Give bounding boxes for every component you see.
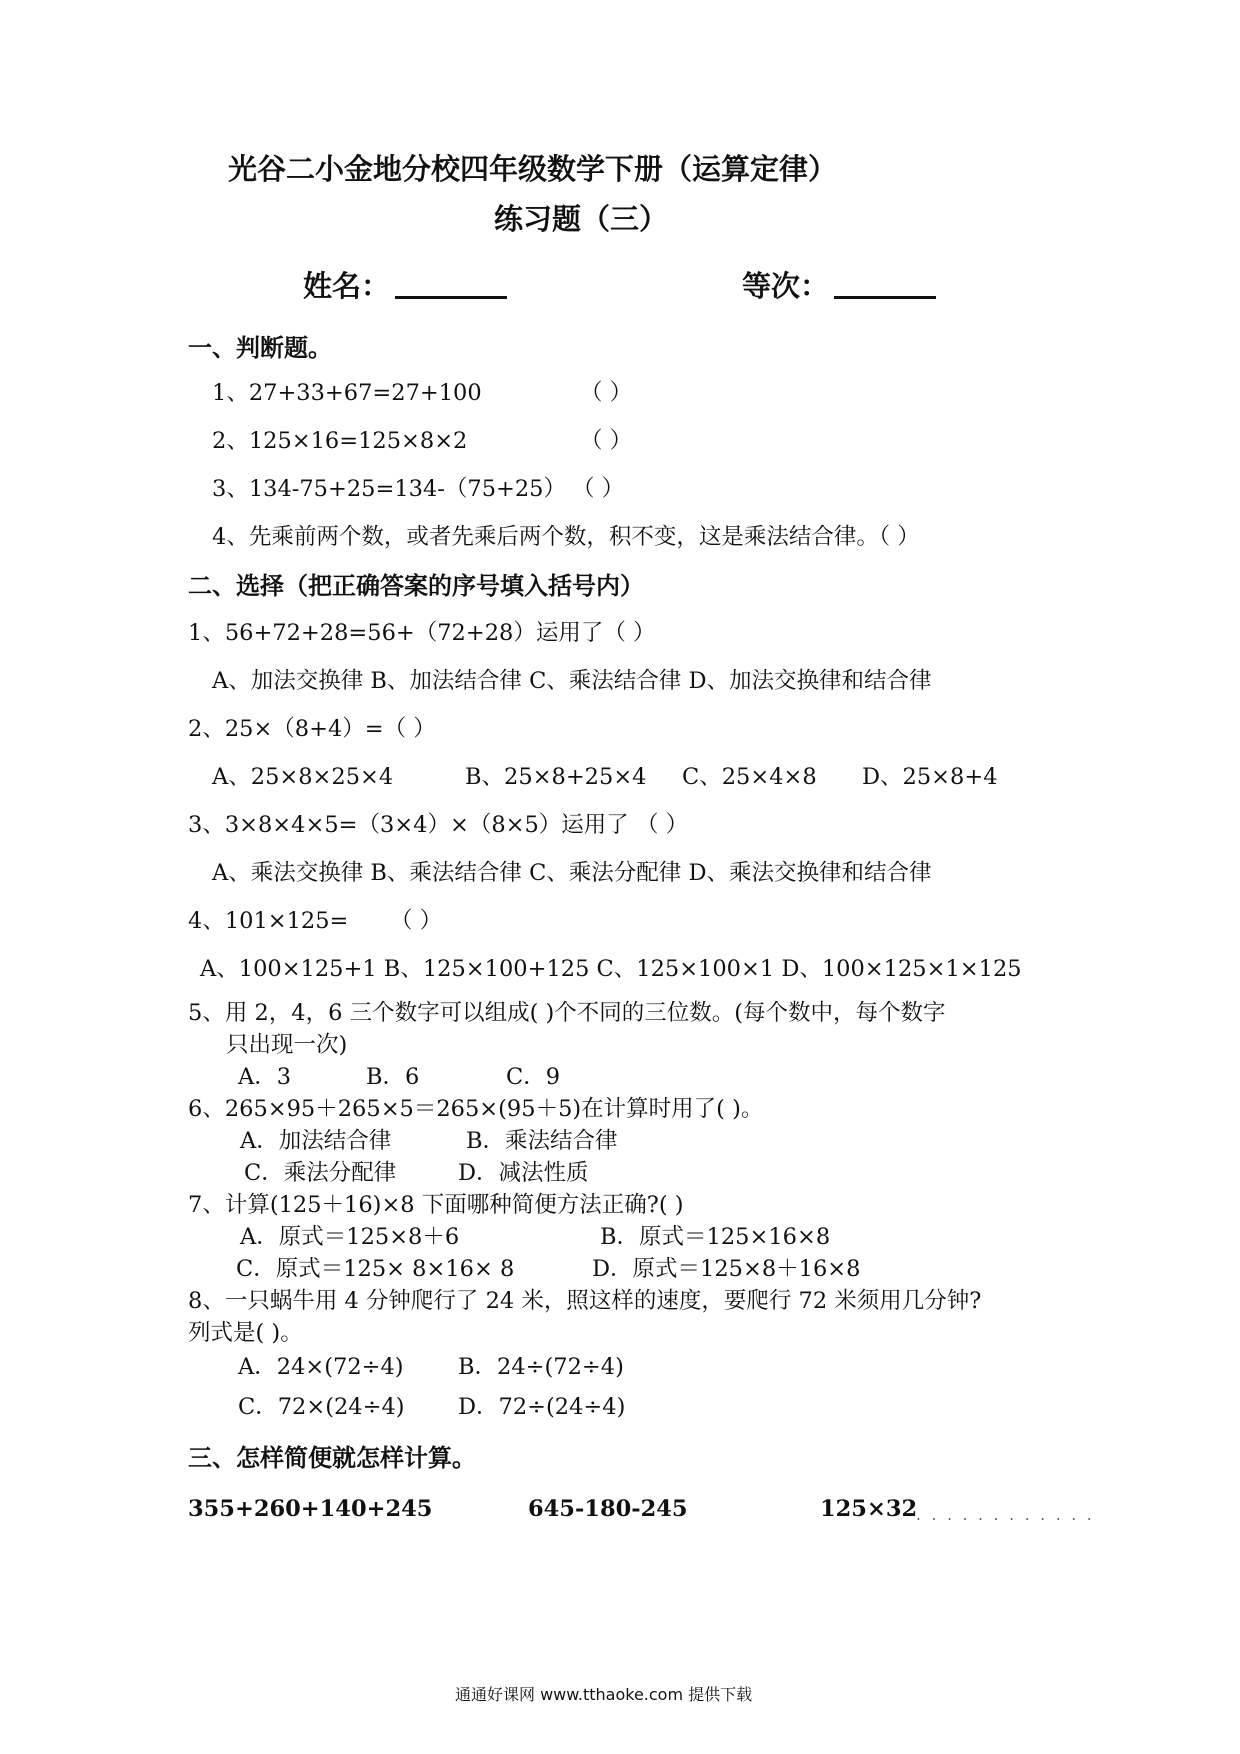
choice-option-7d: D．原式＝125×8＋16×8 xyxy=(592,1256,861,1282)
name-blank-line[interactable] xyxy=(395,296,507,299)
choice-question-6: 6、265×95＋265×5＝265×(95＋5)在计算时用了( )。 xyxy=(188,1096,764,1122)
choice-option-7b: B．原式＝125×16×8 xyxy=(600,1224,831,1250)
choice-option-6c: C．乘法分配律 xyxy=(244,1160,397,1186)
calc-problem-2: 645-180-245 xyxy=(528,1496,688,1522)
choice-option-2d: D、25×8+4 xyxy=(862,764,998,790)
choice-option-6b: B．乘法结合律 xyxy=(466,1128,618,1154)
choice-question-2: 2、25×（8+4）=（ ） xyxy=(188,716,436,742)
judge-item-3: 3、134-75+25=134-（75+25） xyxy=(212,476,566,502)
choice-question-4: 4、101×125= xyxy=(188,908,349,934)
calc-problem-3: 125×32 xyxy=(820,1496,918,1522)
name-label: 姓名： xyxy=(303,269,391,303)
choice-option-7c: C．原式＝125× 8×16× 8 xyxy=(236,1256,515,1282)
choice-option-8b: B．24÷(72÷4) xyxy=(458,1354,624,1380)
choice-option-6d: D．减法性质 xyxy=(458,1160,589,1186)
choice-option-5c: C．9 xyxy=(506,1064,561,1090)
choice-option-8d: D．72÷(24÷4) xyxy=(458,1394,626,1420)
calc-problem-1: 355+260+140+245 xyxy=(188,1496,433,1522)
choice-option-7a: A．原式＝125×8＋6 xyxy=(240,1224,460,1250)
judge-item-2: 2、125×16=125×8×2 xyxy=(212,428,468,454)
section-3-heading: 三、怎样简便就怎样计算。 xyxy=(188,1443,476,1472)
choice-question-8-continued: 列式是( )。 xyxy=(188,1320,303,1346)
judge-answer-paren-2[interactable]: （ ） xyxy=(580,428,633,454)
choice-option-8a: A．24×(72÷4) xyxy=(238,1354,404,1380)
choice-option-6a: A．加法结合律 xyxy=(240,1128,392,1154)
judge-item-1: 1、27+33+67=27+100 xyxy=(212,380,482,406)
choice-question-5: 5、用 2，4，6 三个数字可以组成( )个不同的三位数。(每个数中，每个数字 xyxy=(188,1000,946,1026)
judge-answer-paren-3[interactable]: （ ） xyxy=(572,476,625,502)
section-2-heading: 二、选择（把正确答案的序号填入括号内） xyxy=(188,571,644,600)
choice-option-8c: C．72×(24÷4) xyxy=(238,1394,405,1420)
choice-option-2b: B、25×8+25×4 xyxy=(465,764,647,790)
footer-credit: 通通好课网 www.tthaoke.com 提供下载 xyxy=(455,1685,753,1704)
judge-answer-paren-1[interactable]: （ ） xyxy=(580,380,633,406)
choice-question-7: 7、计算(125＋16)×8 下面哪种简便方法正确?( ) xyxy=(188,1192,684,1218)
choice-options-1: A、加法交换律 B、加法结合律 C、乘法结合律 D、加法交换律和结合律 xyxy=(212,668,932,694)
page-subtitle: 练习题（三） xyxy=(494,202,669,236)
page-title: 光谷二小金地分校四年级数学下册（运算定律） xyxy=(228,152,838,186)
choice-option-5a: A．3 xyxy=(238,1064,292,1090)
section-1-heading: 一、判断题。 xyxy=(188,333,332,362)
judge-item-4: 4、先乘前两个数，或者先乘后两个数，积不变，这是乘法结合律。（ ） xyxy=(212,524,920,550)
choice-option-5b: B．6 xyxy=(366,1064,420,1090)
choice-option-2a: A、25×8×25×4 xyxy=(212,764,394,790)
choice-answer-paren-4[interactable]: （ ） xyxy=(390,908,443,934)
choice-question-3: 3、3×8×4×5=（3×4）×（8×5）运用了 （ ） xyxy=(188,812,689,838)
choice-question-5-continued: 只出现一次) xyxy=(226,1032,348,1058)
grade-blank-line[interactable] xyxy=(834,296,936,299)
grade-label: 等次： xyxy=(742,269,830,303)
choice-options-4: A、100×125+1 B、125×100+125 C、125×100×1 D、100×125×1×125 xyxy=(200,956,1022,982)
choice-question-1: 1、56+72+28=56+（72+28）运用了（ ） xyxy=(188,620,656,646)
choice-question-8: 8、一只蜗牛用 4 分钟爬行了 24 米，照这样的速度，要爬行 72 米须用几分钟? xyxy=(188,1288,982,1314)
scan-dotted-artifact: . . . . . . . . . . . . xyxy=(916,1506,1095,1524)
choice-option-2c: C、25×4×8 xyxy=(682,764,817,790)
choice-options-3: A、乘法交换律 B、乘法结合律 C、乘法分配律 D、乘法交换律和结合律 xyxy=(212,860,932,886)
